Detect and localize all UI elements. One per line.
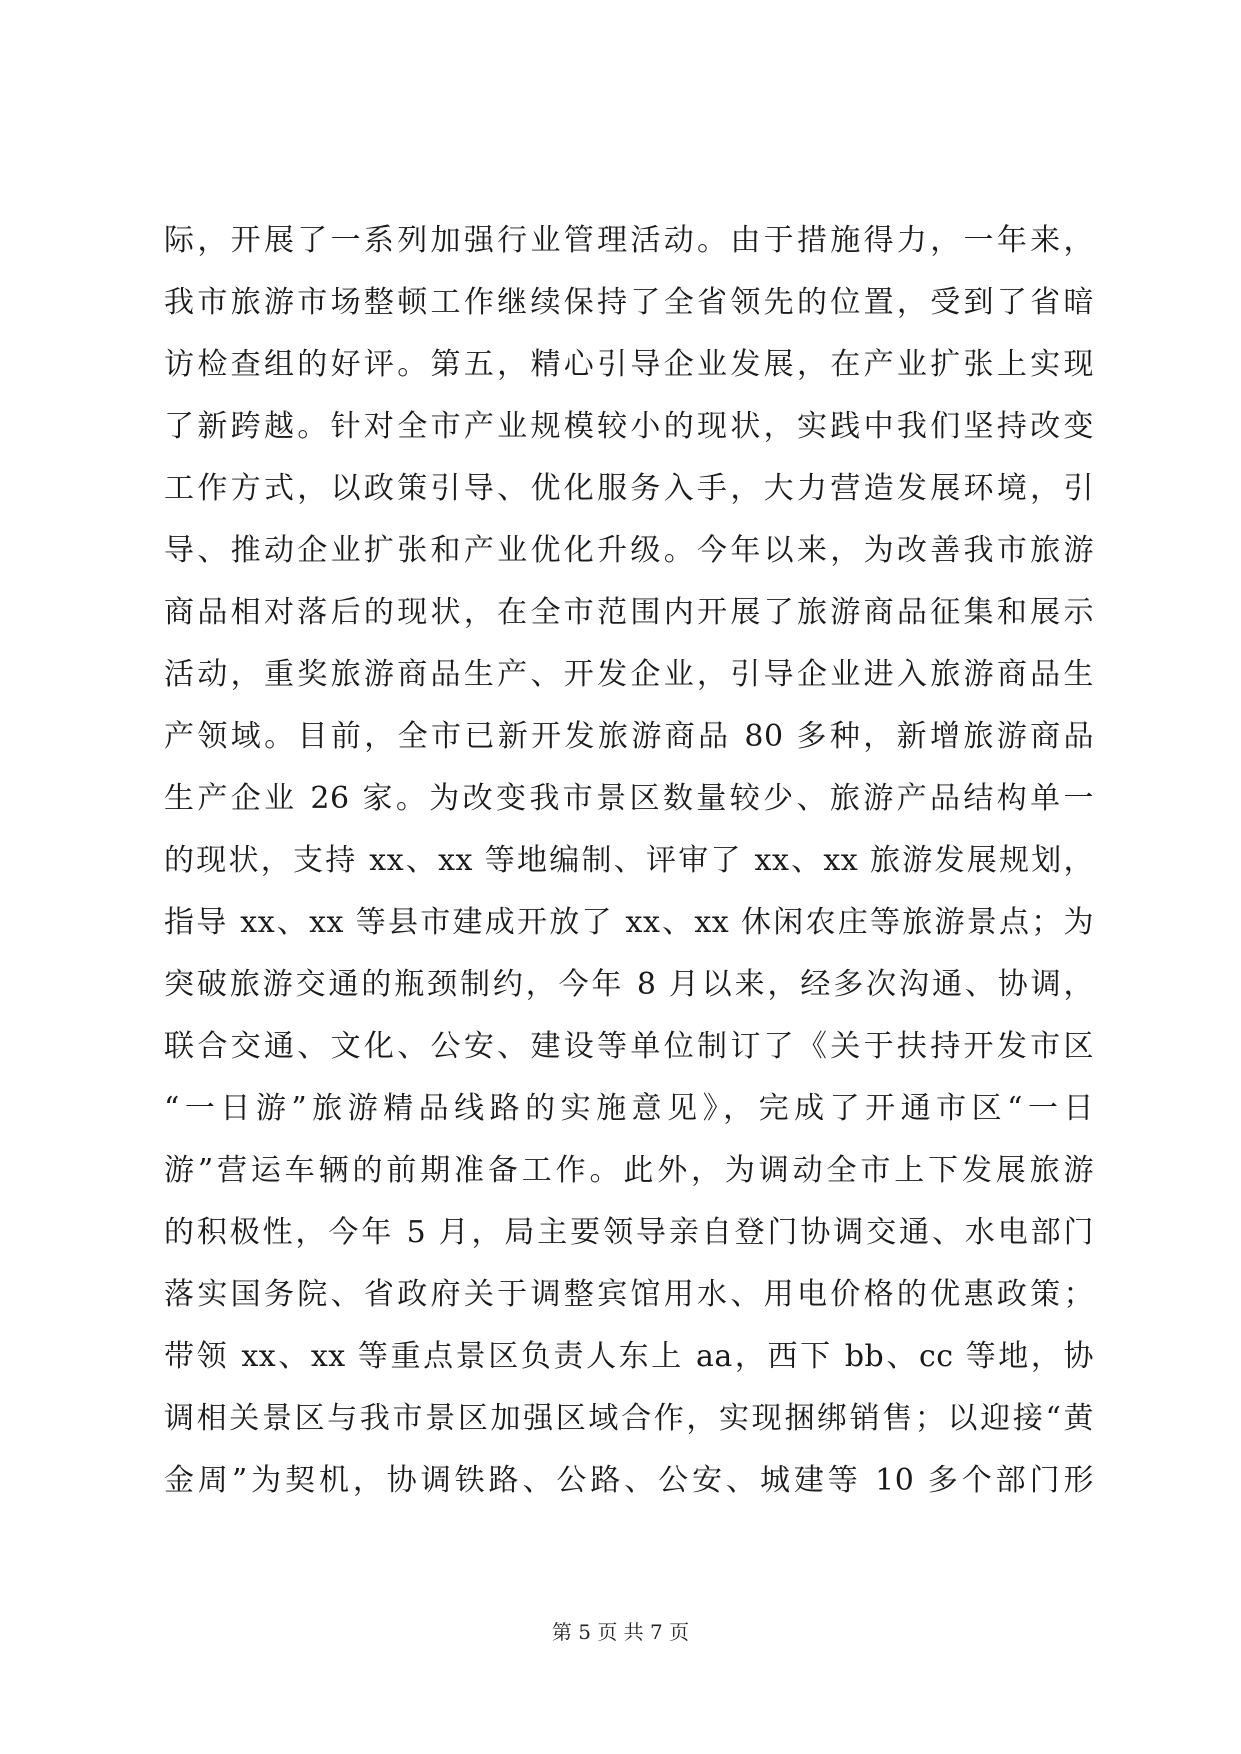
text-line: 调相关景区与我市景区加强区域合作，实现捆绑销售；以迎接“黄 <box>164 1401 1094 1436</box>
text-line: 际，开展了一系列加强行业管理活动。由于措施得力，一年来， <box>164 223 1094 258</box>
text-line: “一日游”旅游精品线路的实施意见》，完成了开通市区“一日 <box>164 1091 1094 1126</box>
text-line: 金周”为契机，协调铁路、公路、公安、城建等 10 多个部门形 <box>164 1463 1094 1498</box>
text-line: 游”营运车辆的前期准备工作。此外，为调动全市上下发展旅游 <box>164 1153 1094 1188</box>
text-line: 指导 xx、xx 等县市建成开放了 xx、xx 休闲农庄等旅游景点；为 <box>164 905 1094 940</box>
text-line: 落实国务院、省政府关于调整宾馆用水、用电价格的优惠政策； <box>164 1277 1094 1312</box>
text-line: 生产企业 26 家。为改变我市景区数量较少、旅游产品结构单一 <box>164 781 1094 816</box>
text-line: 带领 xx、xx 等重点景区负责人东上 aa，西下 bb、cc 等地，协 <box>164 1339 1094 1374</box>
text-line: 联合交通、文化、公安、建设等单位制订了《关于扶持开发市区 <box>164 1029 1094 1064</box>
body-text <box>164 210 1094 1512</box>
text-line: 商品相对落后的现状，在全市范围内开展了旅游商品征集和展示 <box>164 595 1094 630</box>
text-line: 了新跨越。针对全市产业规模较小的现状，实践中我们坚持改变 <box>164 409 1094 444</box>
text-line: 的现状，支持 xx、xx 等地编制、评审了 xx、xx 旅游发展规划， <box>164 843 1094 878</box>
text-line: 产领域。目前，全市已新开发旅游商品 80 多种，新增旅游商品 <box>164 719 1094 754</box>
text-line: 导、推动企业扩张和产业优化升级。今年以来，为改善我市旅游 <box>164 533 1094 568</box>
text-line: 的积极性，今年 5 月，局主要领导亲自登门协调交通、水电部门 <box>164 1215 1094 1250</box>
text-line: 工作方式，以政策引导、优化服务入手，大力营造发展环境，引 <box>164 471 1094 506</box>
text-line: 突破旅游交通的瓶颈制约，今年 8 月以来，经多次沟通、协调， <box>164 967 1094 1002</box>
text-line: 活动，重奖旅游商品生产、开发企业，引导企业进入旅游商品生 <box>164 657 1094 692</box>
text-line: 访检查组的好评。第五，精心引导企业发展，在产业扩张上实现 <box>164 347 1094 382</box>
text-line: 我市旅游市场整顿工作继续保持了全省领先的位置，受到了省暗 <box>164 285 1094 320</box>
page-number-footer: 第 5 页 共 7 页 <box>551 1620 690 1644</box>
